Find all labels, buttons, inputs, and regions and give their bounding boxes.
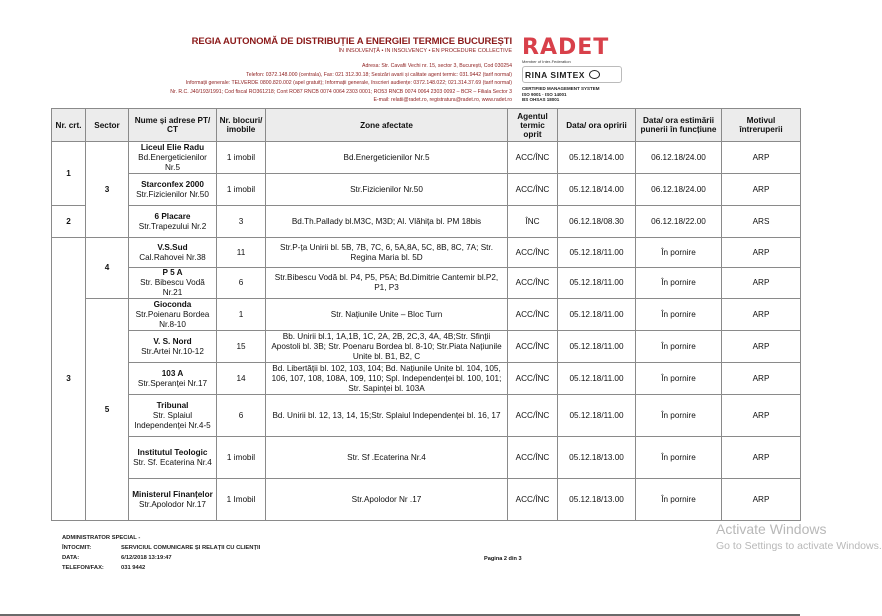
pt-name: P 5 A (162, 268, 183, 277)
estimate-cell: În pornire (636, 363, 722, 395)
phone-line: Telefon: 0372.148.000 (centrala), Fax: 021 312.30.18; Sesizări avarii și calitate agent termic: 031.9442 (tarif normal) (246, 71, 512, 78)
agent-cell: ACC/ÎNC (508, 479, 558, 521)
table-row (52, 299, 801, 331)
blocks-cell: 1 (217, 299, 266, 331)
pt-address: Cal.Rahovei Nr.38 (139, 252, 206, 262)
pt-name: Liceul Elie Radu (140, 142, 205, 152)
table-row (52, 479, 801, 521)
pt-name: Starconfex 2000 (141, 179, 204, 189)
blocks-cell: 1 imobil (217, 174, 266, 206)
zones-cell: Bd.Energeticienilor Nr.5 (266, 142, 508, 174)
table-row (52, 331, 801, 363)
reason-cell: ARP (722, 174, 801, 206)
pt-name: Tribunal (156, 400, 189, 410)
stop-cell: 05.12.18/11.00 (558, 238, 636, 268)
footer-date (62, 553, 260, 563)
stop-cell: 05.12.18/11.00 (558, 299, 636, 331)
blocks-cell: 1 Imobil (217, 479, 266, 521)
watermark-subtitle: Go to Settings to activate Windows. (716, 540, 882, 552)
reason-cell: ARP (722, 268, 801, 299)
blocks-cell: 15 (217, 331, 266, 363)
address-line: Adresa: Str. Cavafii Vechi nr. 15, sector 3, București, Cod 030254 (362, 63, 512, 69)
header-stop: Data/ ora opririi (558, 109, 636, 142)
reason-cell: ARP (722, 299, 801, 331)
sector-cell: 4 (86, 238, 129, 299)
pt-address: Str.Apolodor Nr.17 (139, 499, 206, 509)
blocks-cell: 3 (217, 206, 266, 238)
estimate-cell: În pornire (636, 395, 722, 437)
pt-address: Str.Speranței Nr.17 (137, 378, 208, 388)
pt-cell (129, 206, 217, 238)
document-footer (62, 533, 260, 573)
pt-name: Ministerul Finanțelor (132, 489, 213, 499)
table-row (52, 395, 801, 437)
stop-cell: 05.12.18/11.00 (558, 363, 636, 395)
zones-cell: Str.Bibescu Vodă bl. P4, P5, P5A; Bd.Dimitrie Cantemir bl.P2, P1, P3 (266, 268, 508, 299)
pt-name: 103 A (161, 368, 184, 378)
agent-cell: ÎNC (508, 206, 558, 238)
stop-cell: 05.12.18/11.00 (558, 331, 636, 363)
iso-line: ISO 9001 · ISO 14001 (522, 91, 567, 97)
stop-cell: 06.12.18/08.30 (558, 206, 636, 238)
table-header-row (52, 109, 801, 142)
agent-cell: ACC/ÎNC (508, 331, 558, 363)
row-number: 2 (52, 206, 86, 238)
table-row (52, 238, 801, 268)
pt-address: Bd.Energeticienilor Nr.5 (138, 152, 207, 172)
pt-cell (129, 363, 217, 395)
zones-cell: Str. Națiunile Unite – Bloc Turn (266, 299, 508, 331)
registration-line: Nr. R.C. J40/193/1991; Cod fiscal RO361218; Cont RO87 RNCB 0074 0064 2303 0001; RO53 RNCB 0074 0064 2303 0092 – BCR – Filiala Sector 3 (170, 88, 512, 95)
footer-admin: ADMINISTRATOR SPECIAL - (62, 535, 141, 541)
zones-cell: Str.Fizicienilor Nr.50 (266, 174, 508, 206)
reason-cell: ARP (722, 331, 801, 363)
iso-line: BS OHSAS 18001 (522, 97, 560, 102)
table-row (52, 174, 801, 206)
pt-cell (129, 174, 217, 206)
blocks-cell: 14 (217, 363, 266, 395)
info-line: Informații generale: TELVERDE 0800.820.002 (apel gratuit); Informații generale, înscrieri audiențe: 0372.148.022; 021.314.37.69 (tarif normal) (185, 80, 512, 87)
company-subtitle: ÎN INSOLVENȚĂ • IN INSOLVENCY • EN PROCEDURE COLLECTIVE (338, 48, 512, 54)
email-line: E-mail: relatii@radet.ro, registratura@radet.ro, www.radet.ro (373, 97, 512, 104)
footer-prepared-by (62, 543, 260, 553)
pt-cell (129, 479, 217, 521)
estimate-cell: 06.12.18/24.00 (636, 174, 722, 206)
logos (522, 35, 632, 103)
zones-cell: Bb. Unirii bl.1, 1A,1B, 1C, 2A, 2B, 2C,3, 4A, 4B;Str. Sfinții Apostoli bl. 3B; Str. Poenaru Bordea bl. 8-10; Str.Piata Națiunile Unite bl. B1, B2, C (266, 331, 508, 363)
stop-cell: 05.12.18/13.00 (558, 437, 636, 479)
footer-label: TELEFON/FAX: (62, 565, 104, 571)
zones-cell: Str.Apolodor Nr .17 (266, 479, 508, 521)
pt-cell (129, 238, 217, 268)
zones-cell: Bd. Libertății bl. 102, 103, 104; Bd. Națiunile Unite bl. 104, 105, 106, 107, 108, 108A, 109, 110; Spl. Independenței bl. 100, 101; Str. Sapinței bl. 103A (266, 363, 508, 395)
zones-cell: Bd.Th.Pallady bl.M3C, M3D; Al. Vlăhița bl. PM 18bis (266, 206, 508, 238)
watermark-title: Activate Windows (716, 521, 827, 537)
footer-value: 031 9442 (121, 565, 146, 571)
estimate-cell: 06.12.18/22.00 (636, 206, 722, 238)
agent-cell: ACC/ÎNC (508, 238, 558, 268)
header-zones: Zone afectate (266, 109, 508, 142)
header-blocks: Nr. blocuri/ imobile (217, 109, 266, 142)
pt-cell (129, 395, 217, 437)
reason-cell: ARP (722, 479, 801, 521)
pt-address: Str.Artei Nr.10-12 (141, 346, 204, 356)
blocks-cell: 11 (217, 238, 266, 268)
estimate-cell: În pornire (636, 437, 722, 479)
letterhead (100, 36, 512, 105)
pt-address: Str.Trapezului Nr.2 (138, 221, 207, 231)
header-reason: Motivul întreruperii (722, 109, 801, 142)
pt-cell (129, 299, 217, 331)
header-agent: Agentul termic oprit (508, 109, 558, 142)
table-row (52, 363, 801, 395)
agent-cell: ACC/ÎNC (508, 437, 558, 479)
pt-cell (129, 437, 217, 479)
pt-name: V. S. Nord (153, 336, 192, 346)
footer-value: 6/12/2018 13:19:47 (121, 555, 172, 561)
reason-cell: ARP (722, 363, 801, 395)
stop-cell: 05.12.18/14.00 (558, 142, 636, 174)
agent-cell: ACC/ÎNC (508, 363, 558, 395)
stop-cell: 05.12.18/11.00 (558, 268, 636, 299)
reason-cell: ARP (722, 142, 801, 174)
rina-simtex-logo (522, 66, 622, 83)
pt-name: 6 Placare (154, 211, 191, 221)
agent-cell: ACC/ÎNC (508, 142, 558, 174)
pt-address: Str. Bibescu Vodă Nr.21 (140, 278, 205, 297)
stop-cell: 05.12.18/13.00 (558, 479, 636, 521)
table-row (52, 268, 801, 299)
row-number: 1 (52, 142, 86, 206)
zones-cell: Bd. Unirii bl. 12, 13, 14, 15;Str. Splaiul Independenței bl. 16, 17 (266, 395, 508, 437)
iso-certification (522, 86, 632, 103)
pt-address: Str.Poienaru Bordea Nr.8-10 (135, 309, 210, 329)
footer-phone (62, 563, 260, 573)
reason-cell: ARS (722, 206, 801, 238)
pt-name: Institutul Teologic (137, 447, 208, 457)
agent-cell: ACC/ÎNC (508, 174, 558, 206)
estimate-cell: În pornire (636, 479, 722, 521)
agent-cell: ACC/ÎNC (508, 268, 558, 299)
reason-cell: ARP (722, 238, 801, 268)
table-row (52, 437, 801, 479)
rina-emblem-icon (589, 70, 600, 79)
header-name: Nume și adrese PT/ CT (129, 109, 217, 142)
reason-cell: ARP (722, 437, 801, 479)
zones-cell: Str. Sf .Ecaterina Nr.4 (266, 437, 508, 479)
outage-table (51, 108, 801, 521)
pt-cell (129, 268, 217, 299)
page-number: Pagina 2 din 3 (484, 556, 522, 562)
company-title: REGIA AUTONOMĂ DE DISTRIBUȚIE A ENERGIEI TERMICE BUCUREȘTI (191, 36, 512, 47)
reason-cell: ARP (722, 395, 801, 437)
blocks-cell: 6 (217, 268, 266, 299)
pt-address: Str. Sf. Ecaterina Nr.4 (133, 457, 212, 467)
footer-value: SERVICIUL COMUNICARE ȘI RELAȚII CU CLIENȚII (121, 545, 261, 551)
pt-name: V.S.Sud (157, 242, 188, 252)
agent-cell: ACC/ÎNC (508, 395, 558, 437)
pt-address: Str.Fizicienilor Nr.50 (136, 189, 209, 199)
rina-simtex-text: RINA SIMTEX (525, 69, 585, 80)
radet-logo: RADET (522, 35, 610, 60)
header-sector: Sector (86, 109, 129, 142)
zones-cell: Str.P-ța Unirii bl. 5B, 7B, 7C, 6, 5A,8A, 5C, 8B, 8C, 7A; Str. Regina Maria bl. 5D (266, 238, 508, 268)
sector-cell: 5 (86, 299, 129, 521)
blocks-cell: 1 imobil (217, 437, 266, 479)
sector-cell: 3 (86, 142, 129, 238)
row-number: 3 (52, 238, 86, 521)
footer-label: DATA: (62, 555, 80, 561)
blocks-cell: 6 (217, 395, 266, 437)
table-row (52, 206, 801, 238)
estimate-cell: În pornire (636, 238, 722, 268)
stop-cell: 05.12.18/14.00 (558, 174, 636, 206)
pt-name: Gioconda (153, 299, 192, 309)
table-row (52, 142, 801, 174)
iso-line: CERTIFIED MANAGEMENT SYSTEM (522, 86, 600, 91)
agent-cell: ACC/ÎNC (508, 299, 558, 331)
blocks-cell: 1 imobil (217, 142, 266, 174)
estimate-cell: În pornire (636, 299, 722, 331)
radet-member-text: Member of Inter-Federation (522, 59, 571, 64)
footer-label: ÎNTOCMIT: (62, 545, 92, 551)
pt-address: Str. Splaiul Independenței Nr.4-5 (134, 410, 211, 430)
pt-cell (129, 142, 217, 174)
estimate-cell: 06.12.18/24.00 (636, 142, 722, 174)
pt-cell (129, 331, 217, 363)
header-estimate: Data/ ora estimării punerii în funcțiune (636, 109, 722, 142)
header-crt: Nr. crt. (52, 109, 86, 142)
estimate-cell: În pornire (636, 331, 722, 363)
stop-cell: 05.12.18/11.00 (558, 395, 636, 437)
activate-windows-watermark (716, 521, 882, 552)
estimate-cell: În pornire (636, 268, 722, 299)
